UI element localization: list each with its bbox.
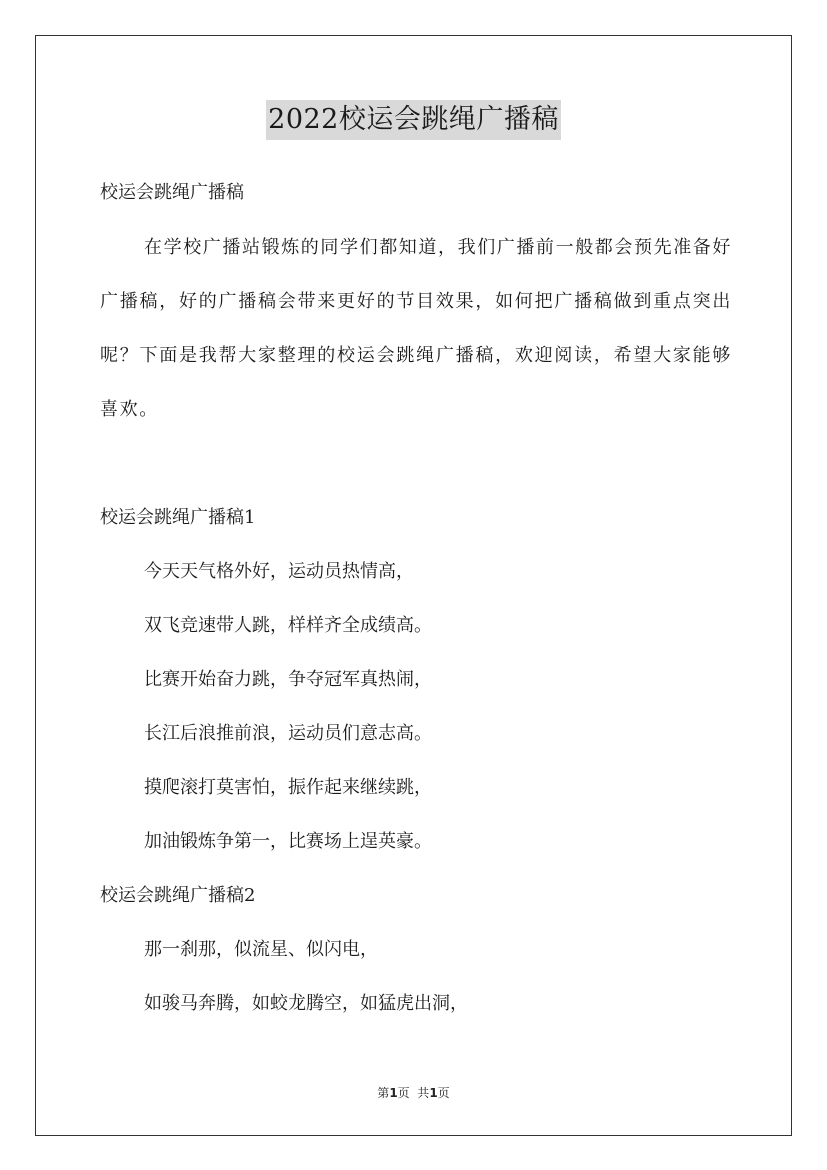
footer-mid: 页 共 — [397, 1086, 430, 1100]
page-number: 1 — [389, 1086, 398, 1100]
subtitle: 校运会跳绳广播稿 — [100, 182, 244, 203]
footer-prefix: 第 — [377, 1086, 390, 1100]
title-container — [0, 100, 827, 140]
page-footer — [0, 1084, 827, 1101]
poem-line: 长江后浪推前浪，运动员们意志高。 — [144, 723, 432, 744]
intro-paragraph: 在学校广播站锻炼的同学们都知道，我们广播前一般都会预先准备好广播稿，好的广播稿会带来更好的节目效果，如何把广播稿做到重点突出呢？下面是我帮大家整理的校运会跳绳广播稿，欢迎阅读，希望大家能够喜欢。 — [100, 237, 732, 420]
section-heading-2: 校运会跳绳广播稿2 — [100, 885, 256, 906]
section-heading-1: 校运会跳绳广播稿1 — [100, 507, 256, 528]
poem-line: 加油锻炼争第一，比赛场上逞英豪。 — [144, 831, 432, 852]
poem-line: 双飞竞速带人跳，样样齐全成绩高。 — [144, 615, 432, 636]
poem-line: 如骏马奔腾，如蛟龙腾空，如猛虎出洞， — [144, 993, 468, 1014]
poem-line: 那一刹那，似流星、似闪电， — [144, 939, 378, 960]
poem-line: 摸爬滚打莫害怕，振作起来继续跳， — [144, 777, 432, 798]
total-pages: 1 — [429, 1086, 438, 1100]
document-title: 2022校运会跳绳广播稿 — [266, 100, 561, 140]
poem-line: 今天天气格外好，运动员热情高， — [144, 561, 414, 582]
poem-line: 比赛开始奋力跳，争夺冠军真热闹， — [144, 669, 432, 690]
footer-suffix: 页 — [437, 1086, 450, 1100]
